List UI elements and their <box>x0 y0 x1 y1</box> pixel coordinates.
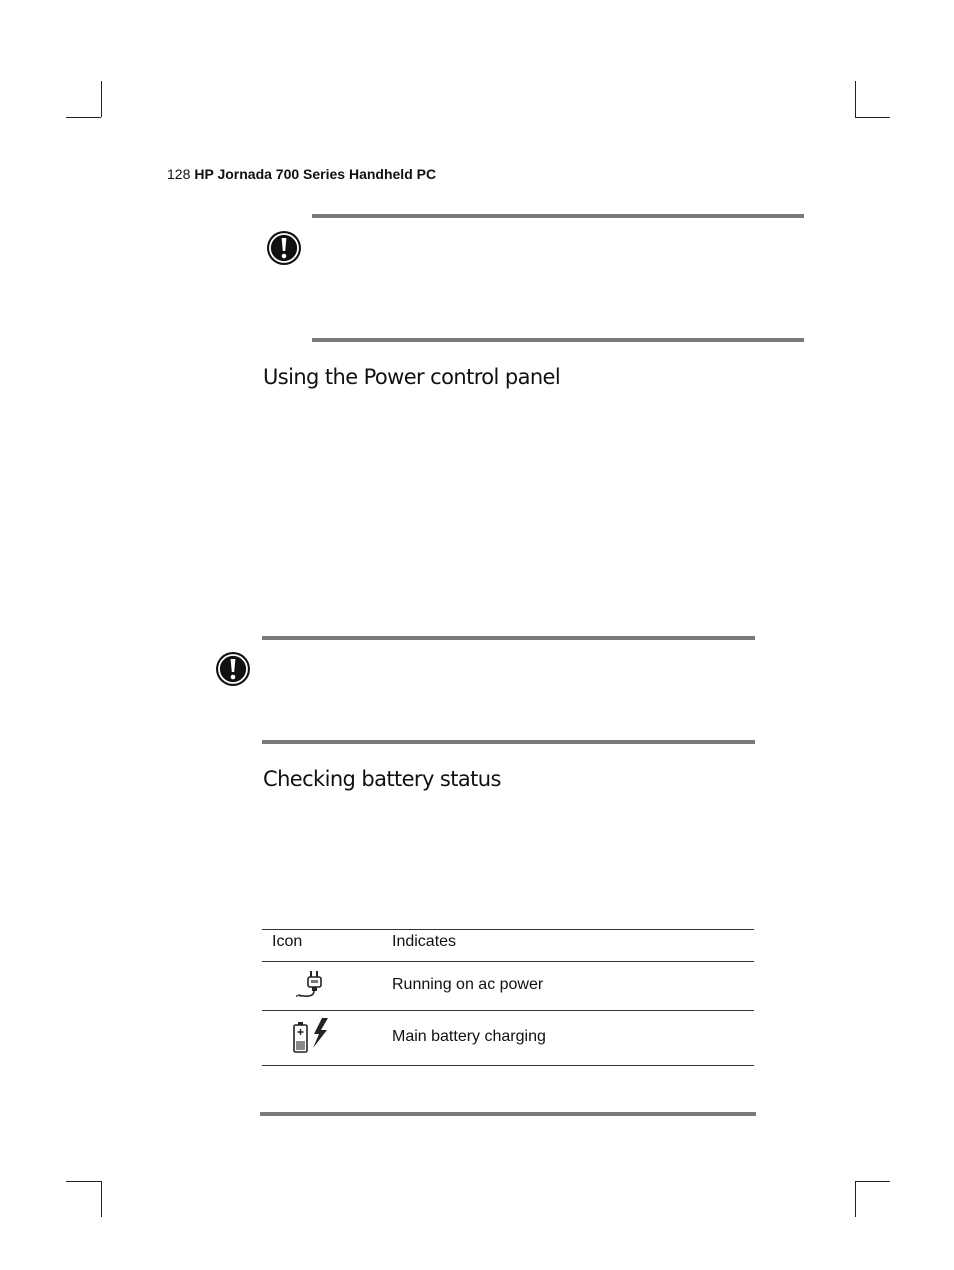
running-head <box>167 166 436 182</box>
crop-mark <box>66 117 101 118</box>
section-heading: Using the Power control panel <box>263 365 561 389</box>
warning-bottom-rule <box>312 338 804 342</box>
table-rule <box>262 1065 754 1066</box>
crop-mark <box>101 1181 102 1217</box>
crop-mark <box>855 1181 856 1217</box>
book-title: HP Jornada 700 Series Handheld PC <box>194 166 437 182</box>
column-header-icon: Icon <box>272 933 303 950</box>
page-number: 128 <box>167 166 191 182</box>
section-heading: Checking battery status <box>263 767 501 791</box>
crop-mark <box>855 117 890 118</box>
column-header-indicates: Indicates <box>392 933 457 950</box>
row-indicates: Main battery charging <box>392 1028 546 1045</box>
row-indicates: Running on ac power <box>392 976 544 993</box>
crop-mark <box>855 81 856 117</box>
warning-icon <box>266 230 302 266</box>
crop-mark <box>101 81 102 117</box>
warning-bottom-rule <box>262 740 755 744</box>
table-rule <box>262 1010 754 1011</box>
warning-top-rule <box>312 214 804 218</box>
table-rule <box>262 961 754 962</box>
table-rule <box>262 929 754 930</box>
crop-mark <box>66 1181 101 1182</box>
section-end-rule <box>260 1112 756 1116</box>
battery-charging-icon <box>292 1017 332 1057</box>
warning-icon <box>215 651 251 687</box>
warning-top-rule <box>262 636 755 640</box>
crop-mark <box>855 1181 890 1182</box>
ac-power-plug-icon <box>294 969 330 1001</box>
